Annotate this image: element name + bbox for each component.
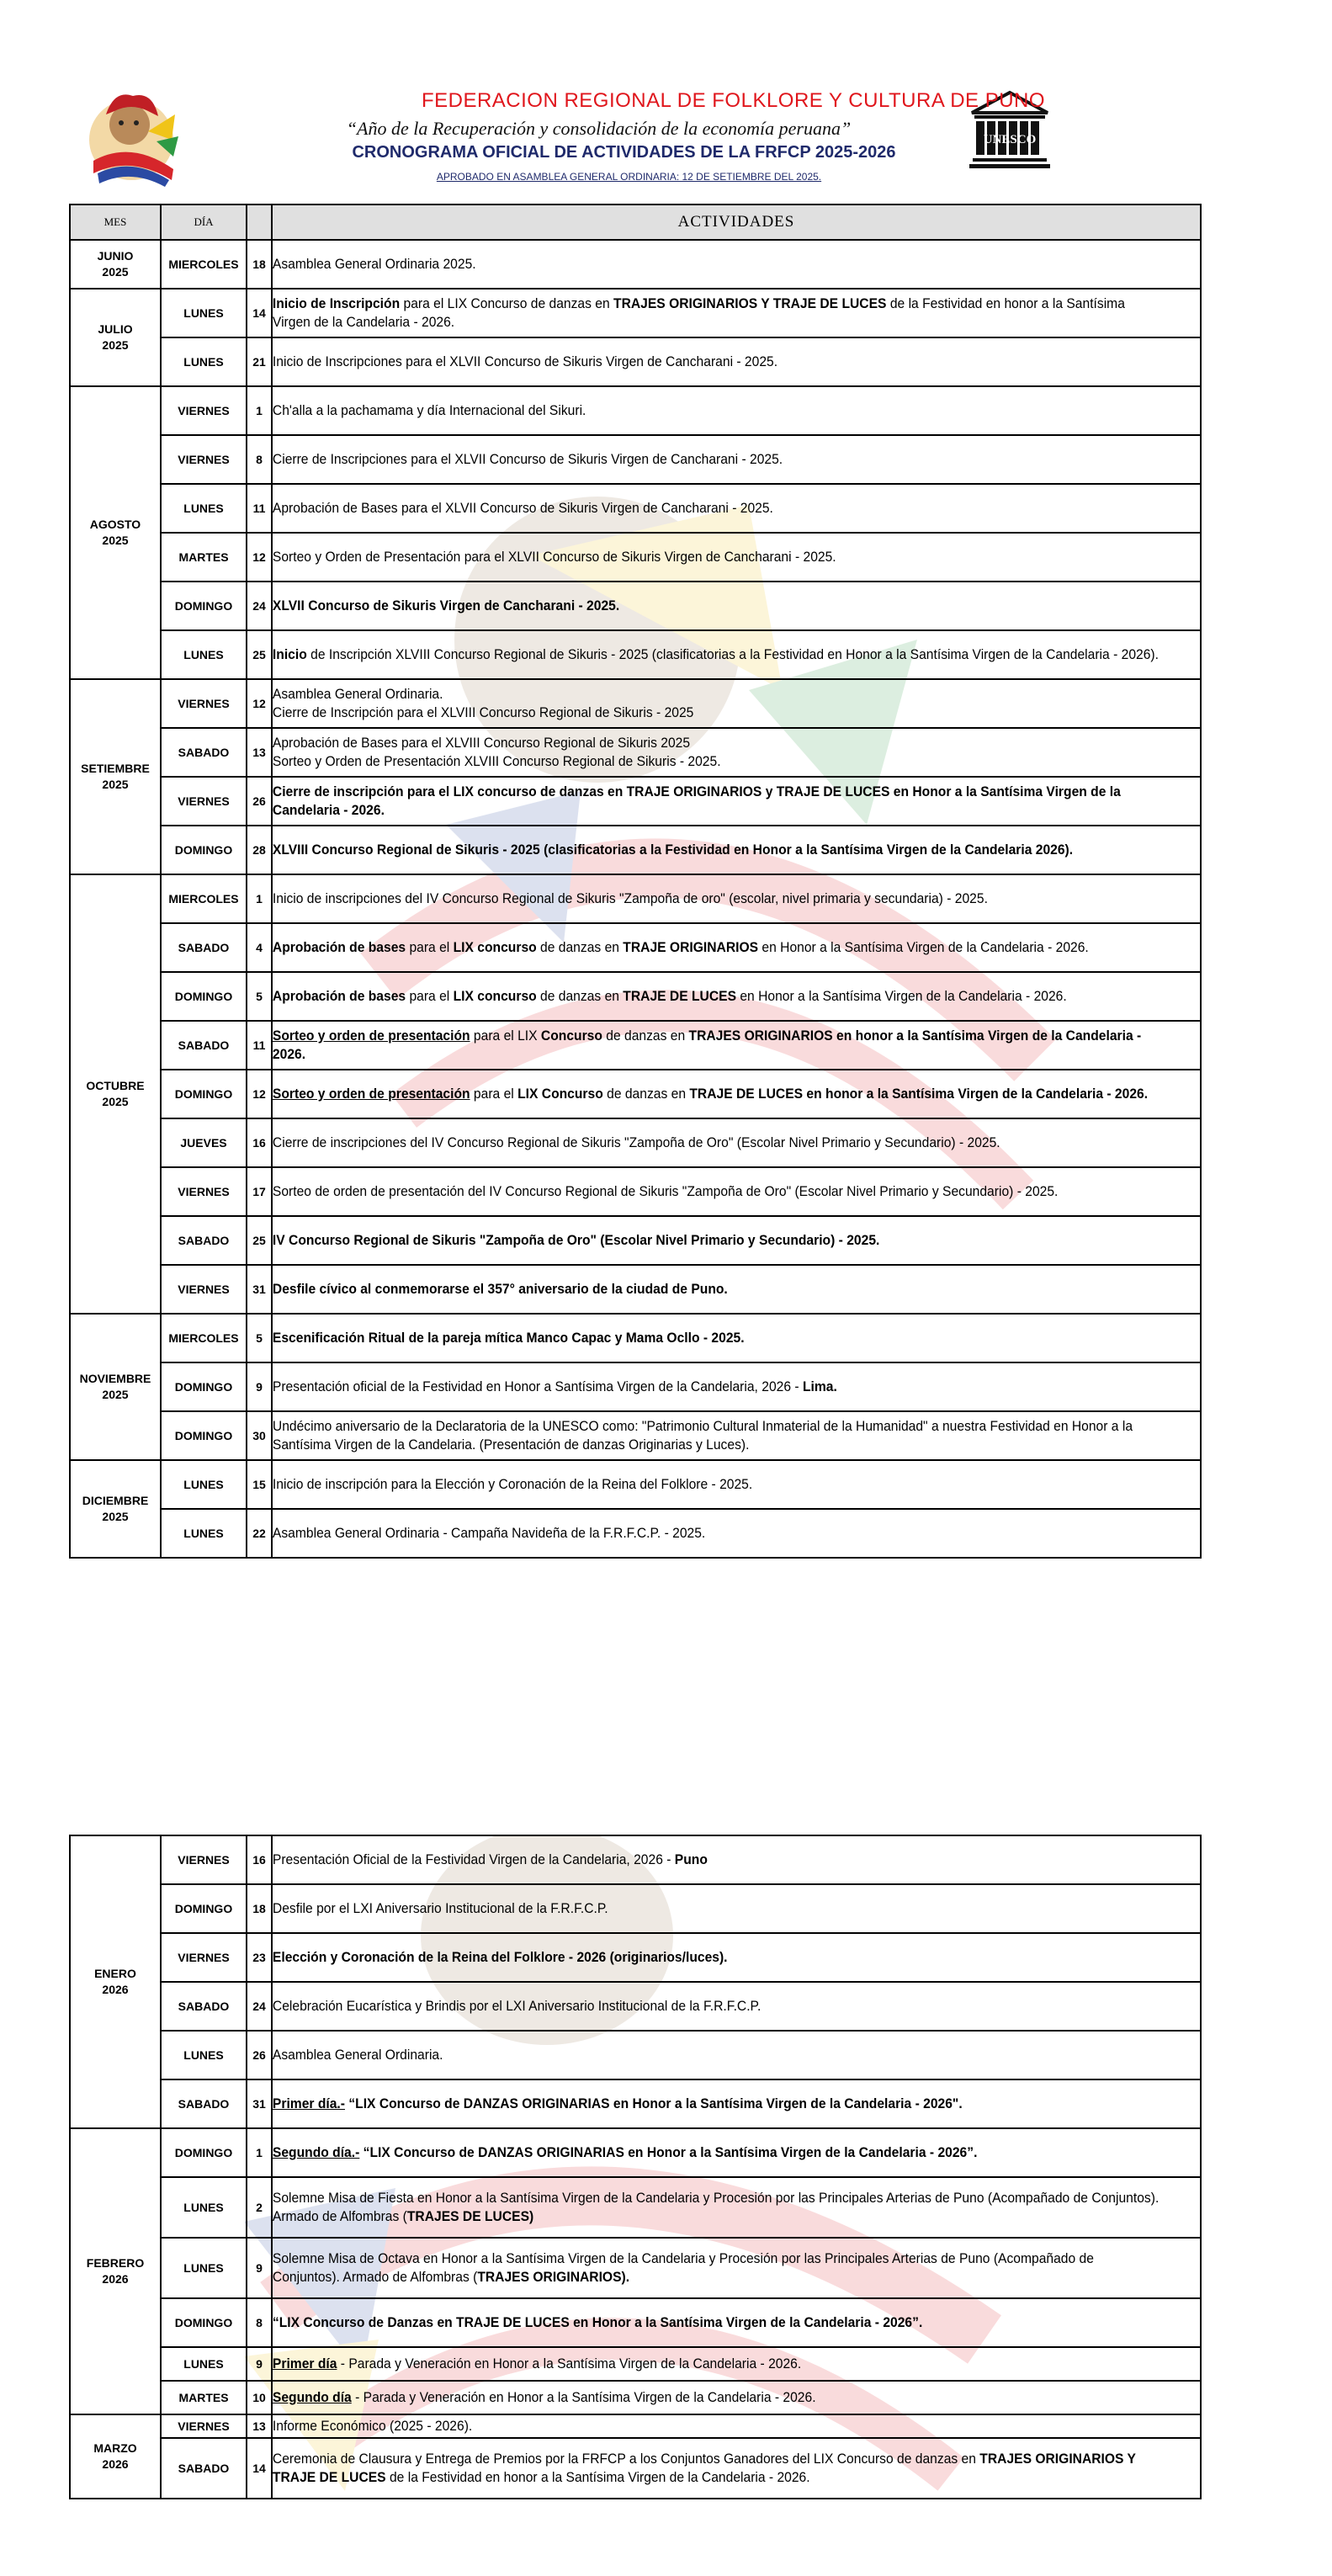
- table-row: [70, 2347, 1201, 2381]
- weekday-cell: SABADO: [161, 1021, 247, 1070]
- weekday-cell: DOMINGO: [161, 1411, 247, 1460]
- table-row: [70, 289, 1201, 337]
- activity-text: Inicio de inscripción para la Elección y Coronación de la Reina del Folklore - 2025.: [272, 1475, 753, 1492]
- activity-cell: [272, 2381, 1127, 2414]
- schedule-table-2026: [69, 1835, 1202, 2499]
- day-number-cell: 18: [247, 240, 272, 289]
- table-row: [70, 337, 1201, 386]
- table-row: [70, 2381, 1201, 2414]
- table-row: [70, 2128, 1201, 2177]
- activity-cell: [272, 2177, 1160, 2238]
- activity-cell: [272, 1982, 1127, 2031]
- activity-text: Asamblea General Ordinaria. Cierre de Inscripción para el XLVIII Concurso Regional de Sikuris - 2025: [272, 685, 694, 720]
- activity-text: de danzas en: [536, 938, 624, 955]
- table-row: [70, 1021, 1201, 1070]
- weekday-cell: SABADO: [161, 2438, 247, 2499]
- table-row: [70, 874, 1201, 923]
- activity-text: Puno: [674, 1851, 708, 1867]
- activity-cell: [272, 533, 1127, 582]
- activity-text: Cierre de inscripciones del IV Concurso Regional de Sikuris "Zampoña de Oro" (Escolar Nivel Primario y Secundario) - 2025.: [272, 1134, 1000, 1150]
- table-row: [70, 1509, 1201, 1558]
- weekday-cell: DOMINGO: [161, 972, 247, 1021]
- activity-text: de la Festividad en honor a la Santísima Virgen de la Candelaria - 2026.: [272, 295, 1125, 330]
- weekday-cell: LUNES: [161, 484, 247, 533]
- day-number-cell: 25: [247, 630, 272, 679]
- activity-cell: [272, 2238, 1127, 2298]
- activity-cell: [272, 777, 1127, 826]
- unesco-logo-text: UNESCO: [983, 133, 1037, 146]
- activity-text: Celebración Eucarística y Brindis por el LXI Aniversario Institucional de la F.R.F.C.P.: [272, 1997, 762, 2014]
- activity-cell: [272, 2128, 1127, 2177]
- table-row: [70, 533, 1201, 582]
- weekday-cell: VIERNES: [161, 435, 247, 484]
- activity-text: de danzas en: [602, 1085, 690, 1102]
- activity-cell: [272, 2031, 1127, 2079]
- day-number-cell: 22: [247, 1509, 272, 1558]
- weekday-cell: DOMINGO: [161, 1362, 247, 1411]
- day-number-cell: 9: [247, 2238, 272, 2298]
- table-header-row: [70, 204, 1201, 240]
- activity-text: para el: [406, 987, 454, 1004]
- activity-text: - Parada y Veneración en Honor a la Santísima Virgen de la Candelaria - 2026.: [351, 2388, 816, 2405]
- day-number-cell: 9: [247, 1362, 272, 1411]
- approval-note: APROBADO EN ASAMBLEA GENERAL ORDINARIA: 12 DE SETIEMBRE DEL 2025.: [436, 171, 822, 183]
- day-number-cell: 14: [247, 2438, 272, 2499]
- year-motto: “Año de la Recuperación y consolidación de la economía peruana”: [346, 118, 852, 139]
- day-number-cell: 31: [247, 2079, 272, 2128]
- activity-text: Sorteo y orden de presentación: [272, 1027, 470, 1044]
- activity-text: “LIX Concurso de DANZAS ORIGINARIAS en Honor a la Santísima Virgen de la Candelaria - 2026”.: [359, 2143, 978, 2160]
- table-row: [70, 2177, 1201, 2238]
- activity-cell: [272, 484, 1127, 533]
- weekday-cell: MARTES: [161, 533, 247, 582]
- activity-cell: [272, 240, 1127, 289]
- table-row: [70, 1411, 1201, 1460]
- day-number-cell: 8: [247, 435, 272, 484]
- activity-cell: [272, 2438, 1136, 2499]
- activity-cell: [272, 972, 1127, 1021]
- activity-text: TRAJES DE LUCES): [406, 2208, 534, 2224]
- activity-text: de danzas en: [602, 1027, 689, 1044]
- activity-text: TRAJE DE LUCES: [623, 987, 737, 1004]
- day-number-cell: 8: [247, 2298, 272, 2347]
- weekday-cell: DOMINGO: [161, 2128, 247, 2177]
- activity-cell: [272, 1021, 1142, 1070]
- activity-cell: [272, 923, 1127, 972]
- day-number-cell: 4: [247, 923, 272, 972]
- day-number-cell: 13: [247, 2414, 272, 2438]
- activity-text: para el: [406, 938, 454, 955]
- table-row: [70, 2298, 1201, 2347]
- table-row: [70, 2031, 1201, 2079]
- table-row: [70, 2079, 1201, 2128]
- federation-title: FEDERACION REGIONAL DE FOLKLORE Y CULTURA DE PUNO: [421, 89, 1046, 112]
- activity-cell: [272, 1460, 1127, 1509]
- activity-cell: [272, 1070, 1149, 1118]
- day-number-cell: 12: [247, 533, 272, 582]
- month-cell: ENERO 2026: [70, 1835, 161, 2128]
- table-row: [70, 1835, 1201, 1884]
- table-row: [70, 1884, 1201, 1933]
- table-row: [70, 630, 1201, 679]
- activity-cell: [272, 1884, 1127, 1933]
- activity-text: en Honor a la Santísima Virgen de la Candelaria - 2026.: [758, 938, 1089, 955]
- table-row: [70, 2414, 1201, 2438]
- activity-text: LIX concurso: [453, 987, 537, 1004]
- weekday-cell: MIERCOLES: [161, 1314, 247, 1362]
- column-header-actividades: ACTIVIDADES: [272, 204, 1201, 240]
- day-number-cell: 26: [247, 777, 272, 826]
- activity-text: Desfile cívico al conmemorarse el 357° aniversario de la ciudad de Puno.: [272, 1280, 728, 1297]
- activity-text: Primer día: [272, 2355, 337, 2372]
- schedule-table-2025: [69, 204, 1202, 1559]
- activity-cell: [272, 289, 1127, 337]
- activity-cell: [272, 1509, 1127, 1558]
- month-cell: SETIEMBRE 2025: [70, 679, 161, 874]
- day-number-cell: 5: [247, 972, 272, 1021]
- column-header-num: [247, 204, 272, 240]
- activity-text: Informe Económico (2025 - 2026).: [272, 2417, 473, 2434]
- month-cell: AGOSTO 2025: [70, 386, 161, 679]
- day-number-cell: 1: [247, 2128, 272, 2177]
- activity-cell: [272, 1835, 1127, 1884]
- activity-cell: [272, 2347, 1127, 2381]
- day-number-cell: 15: [247, 1460, 272, 1509]
- activity-text: Undécimo aniversario de la Declaratoria de la UNESCO como: "Patrimonio Cultural Inmaterial de la Humanidad" a nuestra Festividad en Honor a la Santísima Virgen de la Candelaria. (Presentación de danzas Originarias y Luces).: [272, 1417, 1133, 1453]
- weekday-cell: LUNES: [161, 1460, 247, 1509]
- column-header-mes: MES: [70, 204, 161, 240]
- activity-text: Sorteo y orden de presentación: [272, 1085, 470, 1102]
- day-number-cell: 31: [247, 1265, 272, 1314]
- schedule-subtitle: CRONOGRAMA OFICIAL DE ACTIVIDADES DE LA FRFCP 2025-2026: [352, 143, 896, 162]
- table-row: [70, 435, 1201, 484]
- activity-text: para el LIX Concurso de danzas en: [400, 295, 614, 311]
- table-row: [70, 240, 1201, 289]
- day-number-cell: 14: [247, 289, 272, 337]
- weekday-cell: MIERCOLES: [161, 874, 247, 923]
- activity-cell: [272, 874, 1127, 923]
- day-number-cell: 17: [247, 1167, 272, 1216]
- activity-cell: [272, 582, 1127, 630]
- weekday-cell: VIERNES: [161, 777, 247, 826]
- weekday-cell: DOMINGO: [161, 1070, 247, 1118]
- day-number-cell: 28: [247, 826, 272, 874]
- activity-text: de Inscripción XLVIII Concurso Regional de Sikuris - 2025 (clasificatorias a la Festividad en Honor a la Santísima Virgen de la Candelaria - 2026).: [306, 645, 1159, 662]
- weekday-cell: VIERNES: [161, 2414, 247, 2438]
- activity-text: para el: [470, 1085, 518, 1102]
- activity-text: Concurso: [540, 1027, 602, 1044]
- table-row: [70, 1070, 1201, 1118]
- activity-cell: [272, 386, 1127, 435]
- activity-cell: [272, 1314, 1127, 1362]
- activity-cell: [272, 679, 1127, 728]
- activity-text: TRAJE ORIGINARIOS: [623, 938, 759, 955]
- activity-cell: [272, 2079, 1127, 2128]
- weekday-cell: VIERNES: [161, 679, 247, 728]
- activity-cell: [272, 1411, 1133, 1460]
- table-row: [70, 582, 1201, 630]
- day-number-cell: 26: [247, 2031, 272, 2079]
- day-number-cell: 23: [247, 1933, 272, 1982]
- activity-text: Primer día.-: [272, 2095, 345, 2111]
- weekday-cell: DOMINGO: [161, 1884, 247, 1933]
- column-header-dia: DÍA: [161, 204, 247, 240]
- day-number-cell: 25: [247, 1216, 272, 1265]
- table-row: [70, 1933, 1201, 1982]
- day-number-cell: 13: [247, 728, 272, 777]
- month-cell: JULIO 2025: [70, 289, 161, 386]
- day-number-cell: 1: [247, 874, 272, 923]
- activity-cell: [272, 728, 1127, 777]
- activity-text: de la Festividad en honor a la Santísima Virgen de la Candelaria - 2026.: [385, 2469, 810, 2485]
- activity-text: Aprobación de Bases para el XLVIII Concurso Regional de Sikuris 2025 Sorteo y Orden de Presentación XLVIII Concurso Regional de Sikuris - 2025.: [272, 734, 721, 769]
- day-number-cell: 24: [247, 1982, 272, 2031]
- weekday-cell: DOMINGO: [161, 582, 247, 630]
- activity-text: Inicio de Inscripciones para el XLVII Concurso de Sikuris Virgen de Cancharani - 2025.: [272, 353, 778, 369]
- day-number-cell: 2: [247, 2177, 272, 2238]
- weekday-cell: SABADO: [161, 728, 247, 777]
- weekday-cell: JUEVES: [161, 1118, 247, 1167]
- day-number-cell: 16: [247, 1118, 272, 1167]
- activity-text: “LIX Concurso de DANZAS ORIGINARIAS en Honor a la Santísima Virgen de la Candelaria - 2026".: [344, 2095, 963, 2111]
- activity-cell: [272, 826, 1127, 874]
- activity-text: Sorteo de orden de presentación del IV Concurso Regional de Sikuris "Zampoña de Oro" (Escolar Nivel Primario y Secundario) - 2025.: [272, 1182, 1059, 1199]
- month-cell: NOVIEMBRE 2025: [70, 1314, 161, 1460]
- activity-text: Inicio: [272, 645, 307, 662]
- activity-cell: [272, 2414, 1127, 2438]
- table-row: [70, 1216, 1201, 1265]
- table-row: [70, 1167, 1201, 1216]
- activity-text: Segundo día.-: [272, 2143, 360, 2160]
- activity-text: Cierre de Inscripciones para el XLVII Concurso de Sikuris Virgen de Cancharani - 2025.: [272, 450, 783, 467]
- weekday-cell: MIERCOLES: [161, 240, 247, 289]
- weekday-cell: LUNES: [161, 2238, 247, 2298]
- table-row: [70, 1265, 1201, 1314]
- day-number-cell: 24: [247, 582, 272, 630]
- table-row: [70, 1314, 1201, 1362]
- day-number-cell: 1: [247, 386, 272, 435]
- weekday-cell: LUNES: [161, 2177, 247, 2238]
- weekday-cell: DOMINGO: [161, 826, 247, 874]
- activity-text: TRAJE DE LUCES en honor a la Santísima Virgen de la Candelaria - 2026.: [689, 1085, 1149, 1102]
- month-cell: DICIEMBRE 2025: [70, 1460, 161, 1558]
- activity-text: XLVII Concurso de Sikuris Virgen de Cancharani - 2025.: [272, 597, 620, 613]
- activity-text: Inicio de Inscripción: [272, 295, 401, 311]
- activity-text: Solemne Misa de Fiesta en Honor a la Santísima Virgen de la Candelaria y Procesión por las Principales Arterias de Puno (Acompañado de Conjuntos). Armado de Alfombras (: [272, 2189, 1160, 2224]
- table-row: [70, 1362, 1201, 1411]
- activity-text: Aprobación de Bases para el XLVII Concurso de Sikuris Virgen de Cancharani - 2025.: [272, 499, 773, 516]
- table-row: [70, 2438, 1201, 2499]
- activity-text: IV Concurso Regional de Sikuris "Zampoña de Oro" (Escolar Nivel Primario y Secundario) - 2025.: [272, 1231, 880, 1248]
- weekday-cell: VIERNES: [161, 1265, 247, 1314]
- table-row: [70, 728, 1201, 777]
- day-number-cell: 9: [247, 2347, 272, 2381]
- day-number-cell: 18: [247, 1884, 272, 1933]
- activity-text: Escenificación Ritual de la pareja mítica Manco Capac y Mama Ocllo - 2025.: [272, 1329, 745, 1346]
- month-cell: FEBRERO 2026: [70, 2128, 161, 2414]
- weekday-cell: SABADO: [161, 2079, 247, 2128]
- activity-text: XLVIII Concurso Regional de Sikuris - 2025 (clasificatorias a la Festividad en Honor a la Santísima Virgen de la Candelaria 2026).: [272, 841, 1074, 858]
- table-row: [70, 826, 1201, 874]
- weekday-cell: LUNES: [161, 2347, 247, 2381]
- day-number-cell: 11: [247, 1021, 272, 1070]
- weekday-cell: MARTES: [161, 2381, 247, 2414]
- activity-text: Asamblea General Ordinaria - Campaña Navideña de la F.R.F.C.P. - 2025.: [272, 1524, 706, 1541]
- activity-cell: [272, 1933, 1127, 1982]
- activity-text: Aprobación de bases: [272, 938, 406, 955]
- activity-text: Desfile por el LXI Aniversario Institucional de la F.R.F.C.P.: [272, 1899, 608, 1916]
- day-number-cell: 12: [247, 679, 272, 728]
- month-cell: MARZO 2026: [70, 2414, 161, 2499]
- table-row: [70, 1982, 1201, 2031]
- weekday-cell: LUNES: [161, 337, 247, 386]
- table-row: [70, 1118, 1201, 1167]
- activity-text: LIX Concurso: [517, 1085, 603, 1102]
- activity-text: TRAJES ORIGINARIOS Y TRAJE DE LUCES: [272, 2450, 1136, 2485]
- day-number-cell: 30: [247, 1411, 272, 1460]
- activity-text: Presentación oficial de la Festividad en Honor a Santísima Virgen de la Candelaria, 2026 -: [272, 1378, 803, 1394]
- weekday-cell: SABADO: [161, 1982, 247, 2031]
- activity-text: Asamblea General Ordinaria 2025.: [272, 255, 476, 272]
- activity-cell: [272, 1167, 1127, 1216]
- activity-cell: [272, 630, 1159, 679]
- weekday-cell: VIERNES: [161, 1933, 247, 1982]
- activity-text: Elección y Coronación de la Reina del Folklore - 2026 (originarios/luces).: [272, 1948, 728, 1965]
- activity-cell: [272, 435, 1127, 484]
- day-number-cell: 10: [247, 2381, 272, 2414]
- activity-text: Inicio de inscripciones del IV Concurso Regional de Sikuris "Zampoña de oro" (escolar, nivel primaria y secundaria) - 2025.: [272, 890, 988, 906]
- activity-text: Solemne Misa de Octava en Honor a la Santísima Virgen de la Candelaria y Procesión por las Principales Arterias de Puno (Acompañado de Conjuntos). Armado de Alfombras (: [272, 2249, 1094, 2285]
- activity-text: para el LIX: [470, 1027, 541, 1044]
- activity-text: Segundo día: [272, 2388, 352, 2405]
- activity-text: Cierre de inscripción para el LIX concurso de danzas en TRAJE ORIGINARIOS y TRAJE DE LUCES en Honor a la Santísima Virgen de la Candelaria - 2026.: [272, 783, 1121, 818]
- activity-text: Sorteo y Orden de Presentación para el XLVII Concurso de Sikuris Virgen de Cancharani - 2025.: [272, 548, 836, 565]
- table-row: [70, 923, 1201, 972]
- activity-text: LIX concurso: [453, 938, 537, 955]
- day-number-cell: 5: [247, 1314, 272, 1362]
- weekday-cell: LUNES: [161, 2031, 247, 2079]
- activity-cell: [272, 2298, 1127, 2347]
- activity-text: en Honor a la Santísima Virgen de la Candelaria - 2026.: [736, 987, 1067, 1004]
- table-row: [70, 679, 1201, 728]
- activity-cell: [272, 337, 1127, 386]
- weekday-cell: VIERNES: [161, 1167, 247, 1216]
- activity-text: Asamblea General Ordinaria.: [272, 2046, 443, 2063]
- weekday-cell: VIERNES: [161, 1835, 247, 1884]
- table-row: [70, 386, 1201, 435]
- activity-text: Lima.: [802, 1378, 837, 1394]
- activity-cell: [272, 1118, 1127, 1167]
- weekday-cell: DOMINGO: [161, 2298, 247, 2347]
- day-number-cell: 21: [247, 337, 272, 386]
- activity-text: Ch'alla a la pachamama y día Internacional del Sikuri.: [272, 401, 586, 418]
- activity-text: Presentación Oficial de la Festividad Virgen de la Candelaria, 2026 -: [272, 1851, 675, 1867]
- activity-text: TRAJES ORIGINARIOS).: [477, 2269, 630, 2285]
- weekday-cell: LUNES: [161, 1509, 247, 1558]
- month-cell: OCTUBRE 2025: [70, 874, 161, 1314]
- activity-text: “LIX Concurso de Danzas en TRAJE DE LUCES en Honor a la Santísima Virgen de la Candelaria - 2026”.: [272, 2313, 923, 2330]
- activity-text: de danzas en: [536, 987, 624, 1004]
- weekday-cell: LUNES: [161, 289, 247, 337]
- table-row: [70, 1460, 1201, 1509]
- weekday-cell: LUNES: [161, 630, 247, 679]
- weekday-cell: SABADO: [161, 1216, 247, 1265]
- day-number-cell: 12: [247, 1070, 272, 1118]
- activity-text: TRAJES ORIGINARIOS Y TRAJE DE LUCES: [613, 295, 887, 311]
- day-number-cell: 16: [247, 1835, 272, 1884]
- table-row: [70, 777, 1201, 826]
- activity-cell: [272, 1216, 1127, 1265]
- weekday-cell: SABADO: [161, 923, 247, 972]
- activity-text: TRAJES ORIGINARIOS en honor a la Santísima Virgen de la Candelaria - 2026.: [272, 1027, 1142, 1062]
- activity-cell: [272, 1265, 1127, 1314]
- activity-cell: [272, 1362, 1127, 1411]
- weekday-cell: VIERNES: [161, 386, 247, 435]
- table-row: [70, 2238, 1201, 2298]
- activity-text: Aprobación de bases: [272, 987, 406, 1004]
- activity-text: Ceremonia de Clausura y Entrega de Premios por la FRFCP a los Conjuntos Ganadores del LIX Concurso de danzas en: [272, 2450, 980, 2467]
- table-row: [70, 484, 1201, 533]
- month-cell: JUNIO 2025: [70, 240, 161, 289]
- table-row: [70, 972, 1201, 1021]
- day-number-cell: 11: [247, 484, 272, 533]
- activity-text: - Parada y Veneración en Honor a la Santísima Virgen de la Candelaria - 2026.: [337, 2355, 802, 2372]
